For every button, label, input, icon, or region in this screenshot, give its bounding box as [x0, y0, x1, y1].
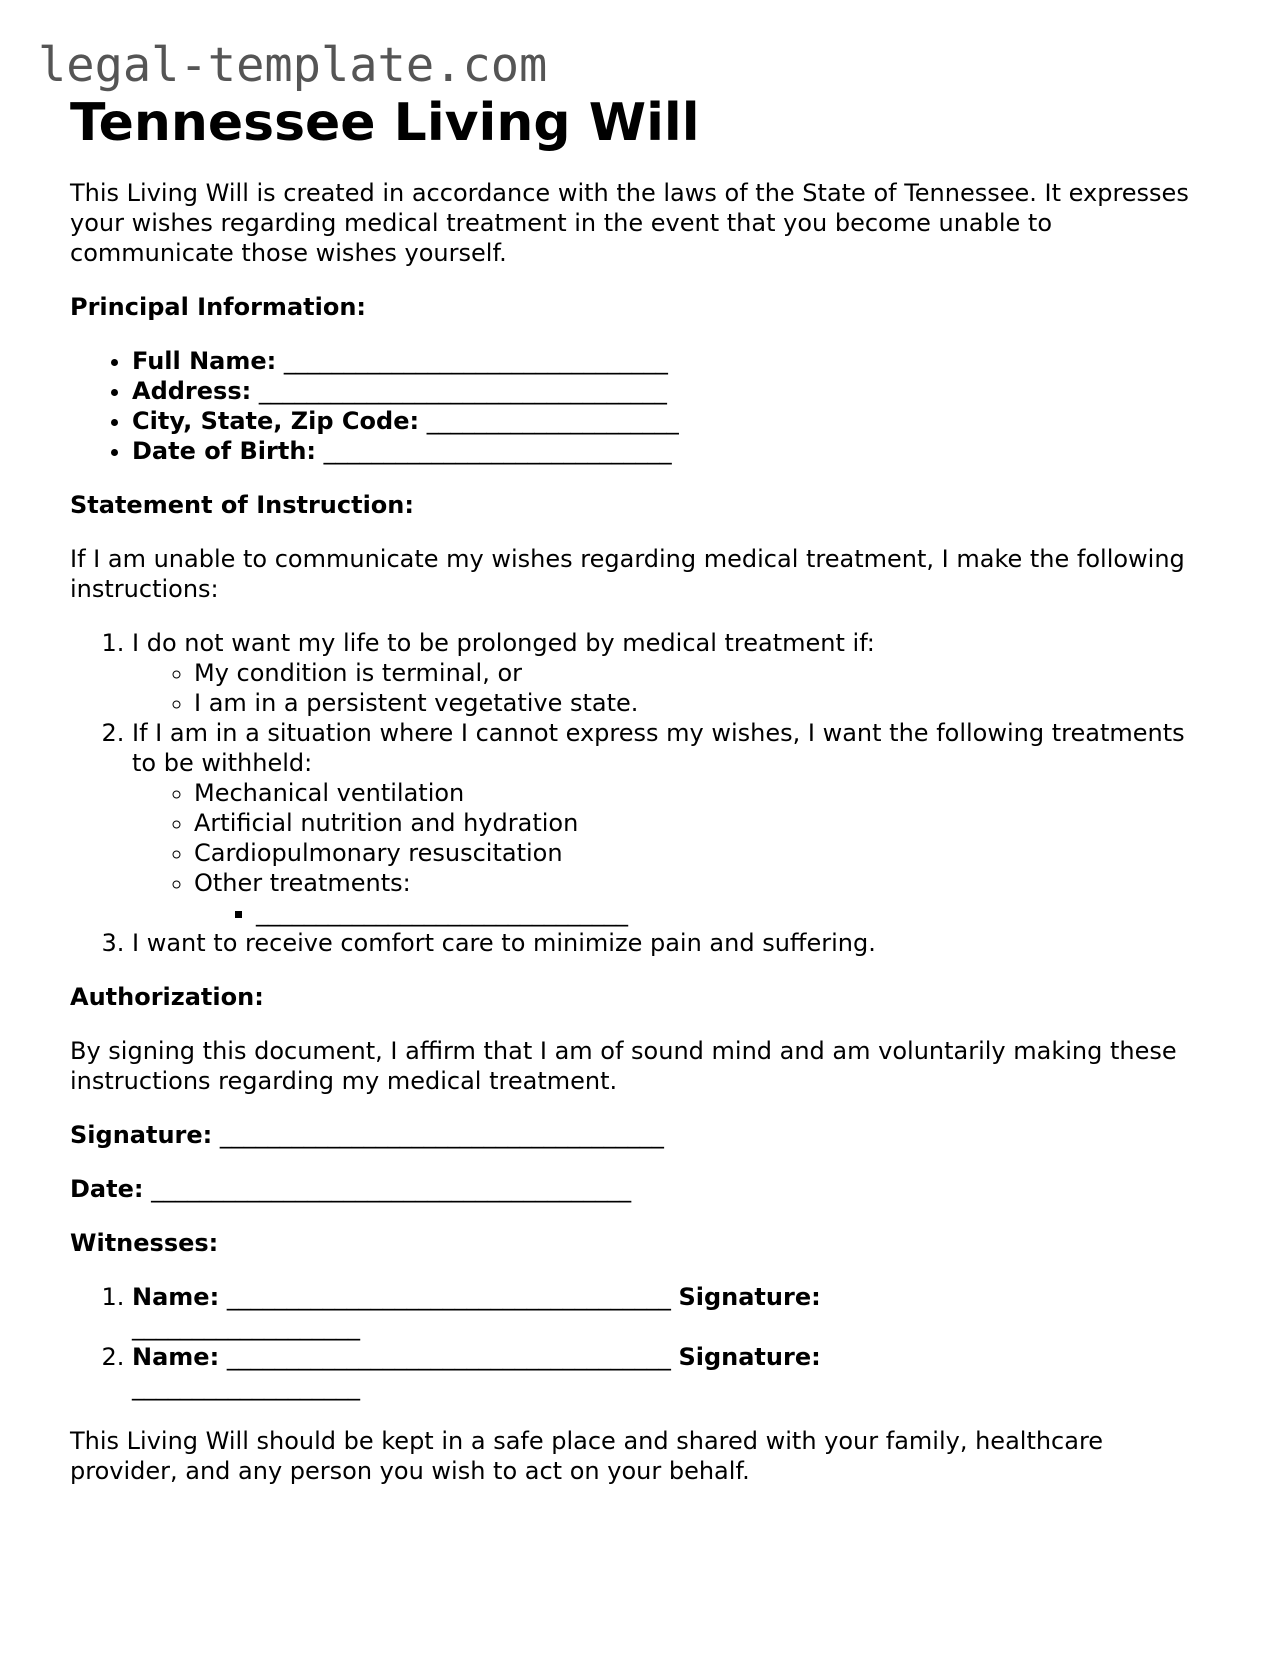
instruction-item — [132, 718, 1210, 928]
full-name-blank[interactable]: ________________________________ — [283, 347, 668, 375]
witness-signature-blank[interactable]: ___________________ — [132, 1373, 360, 1401]
field-label: Address: — [132, 377, 252, 405]
instruction-lead: If I am unable to communicate my wishes regarding medical treatment, I make the following instructions: — [70, 545, 1185, 603]
city-state-zip-field — [132, 406, 1210, 436]
witness-signature-label: Signature: — [678, 1283, 821, 1311]
treatment-list — [132, 778, 1210, 928]
witness-name-label: Name: — [132, 1343, 220, 1371]
other-treatments-list — [194, 898, 1210, 928]
witness-entry — [132, 1282, 1210, 1342]
witness-name-blank[interactable]: _____________________________________ — [226, 1283, 671, 1311]
principal-heading: Principal Information: — [70, 293, 367, 321]
witness-list — [70, 1282, 1210, 1402]
instruction-item — [132, 628, 1210, 718]
date-label: Date: — [70, 1175, 144, 1203]
list-item — [194, 868, 1210, 928]
city-state-zip-blank[interactable]: _____________________ — [426, 407, 679, 435]
list-item: ◦ Mechanical ventilation — [194, 778, 1210, 808]
list-item: ◦ I am in a persistent vegetative state. — [194, 688, 1210, 718]
field-label: Date of Birth: — [132, 437, 317, 465]
other-treatments-blank[interactable] — [256, 898, 1210, 928]
instruction-item-text: I do not want my life to be prolonged by medical treatment if: — [132, 629, 875, 657]
authorization-heading: Authorization: — [70, 983, 264, 1011]
date-blank[interactable]: ________________________________________ — [151, 1175, 632, 1203]
field-label: City, State, Zip Code: — [132, 407, 420, 435]
address-blank[interactable]: __________________________________ — [258, 377, 667, 405]
list-item: ◦ My condition is terminal, or — [194, 658, 1210, 688]
list-item: ◦ Cardiopulmonary resuscitation — [194, 838, 1210, 868]
date-of-birth-blank[interactable]: _____________________________ — [323, 437, 672, 465]
witness-signature-label: Signature: — [678, 1343, 821, 1371]
instruction-item-text: If I am in a situation where I cannot express my wishes, I want the following treatments to be withheld: — [132, 719, 1185, 777]
authorization-text: By signing this document, I affirm that I am of sound mind and am voluntarily making these instructions regarding my medical treatment. — [70, 1037, 1177, 1095]
other-treatments-blank-line[interactable]: _______________________________ — [256, 899, 628, 927]
condition-list — [132, 658, 1210, 718]
witness-entry — [132, 1342, 1210, 1402]
field-label: Full Name: — [132, 347, 277, 375]
witnesses-heading: Witnesses: — [70, 1229, 219, 1257]
instruction-heading: Statement of Instruction: — [70, 491, 414, 519]
instruction-list — [70, 628, 1210, 958]
principal-fields — [70, 346, 1210, 466]
witness-name-blank[interactable]: _____________________________________ — [226, 1343, 671, 1371]
date-line — [70, 1174, 1210, 1204]
signature-line — [70, 1120, 1210, 1150]
address-field — [132, 376, 1210, 406]
signature-blank[interactable]: _____________________________________ — [219, 1121, 664, 1149]
page-title: Tennessee Living Will — [70, 93, 700, 153]
intro-paragraph: This Living Will is created in accordance with the laws of the State of Tennessee. It expresses your wishes regarding medical treatment in the event that you become unable to communicate those wishes yourself. — [70, 179, 1189, 267]
witness-name-label: Name: — [132, 1283, 220, 1311]
full-name-field — [132, 346, 1210, 376]
list-item: ◦ Artificial nutrition and hydration — [194, 808, 1210, 838]
closing-paragraph: This Living Will should be kept in a safe place and shared with your family, healthcare provider, and any person you wish to act on your behalf. — [70, 1427, 1104, 1485]
witness-signature-blank[interactable]: ___________________ — [132, 1313, 360, 1341]
date-of-birth-field — [132, 436, 1210, 466]
instruction-item: 3. I want to receive comfort care to minimize pain and suffering. — [132, 928, 1210, 958]
watermark: legal-template.com — [38, 38, 548, 93]
signature-label: Signature: — [70, 1121, 213, 1149]
document — [70, 92, 1210, 1486]
other-treatments-label: Other treatments: — [194, 869, 411, 897]
